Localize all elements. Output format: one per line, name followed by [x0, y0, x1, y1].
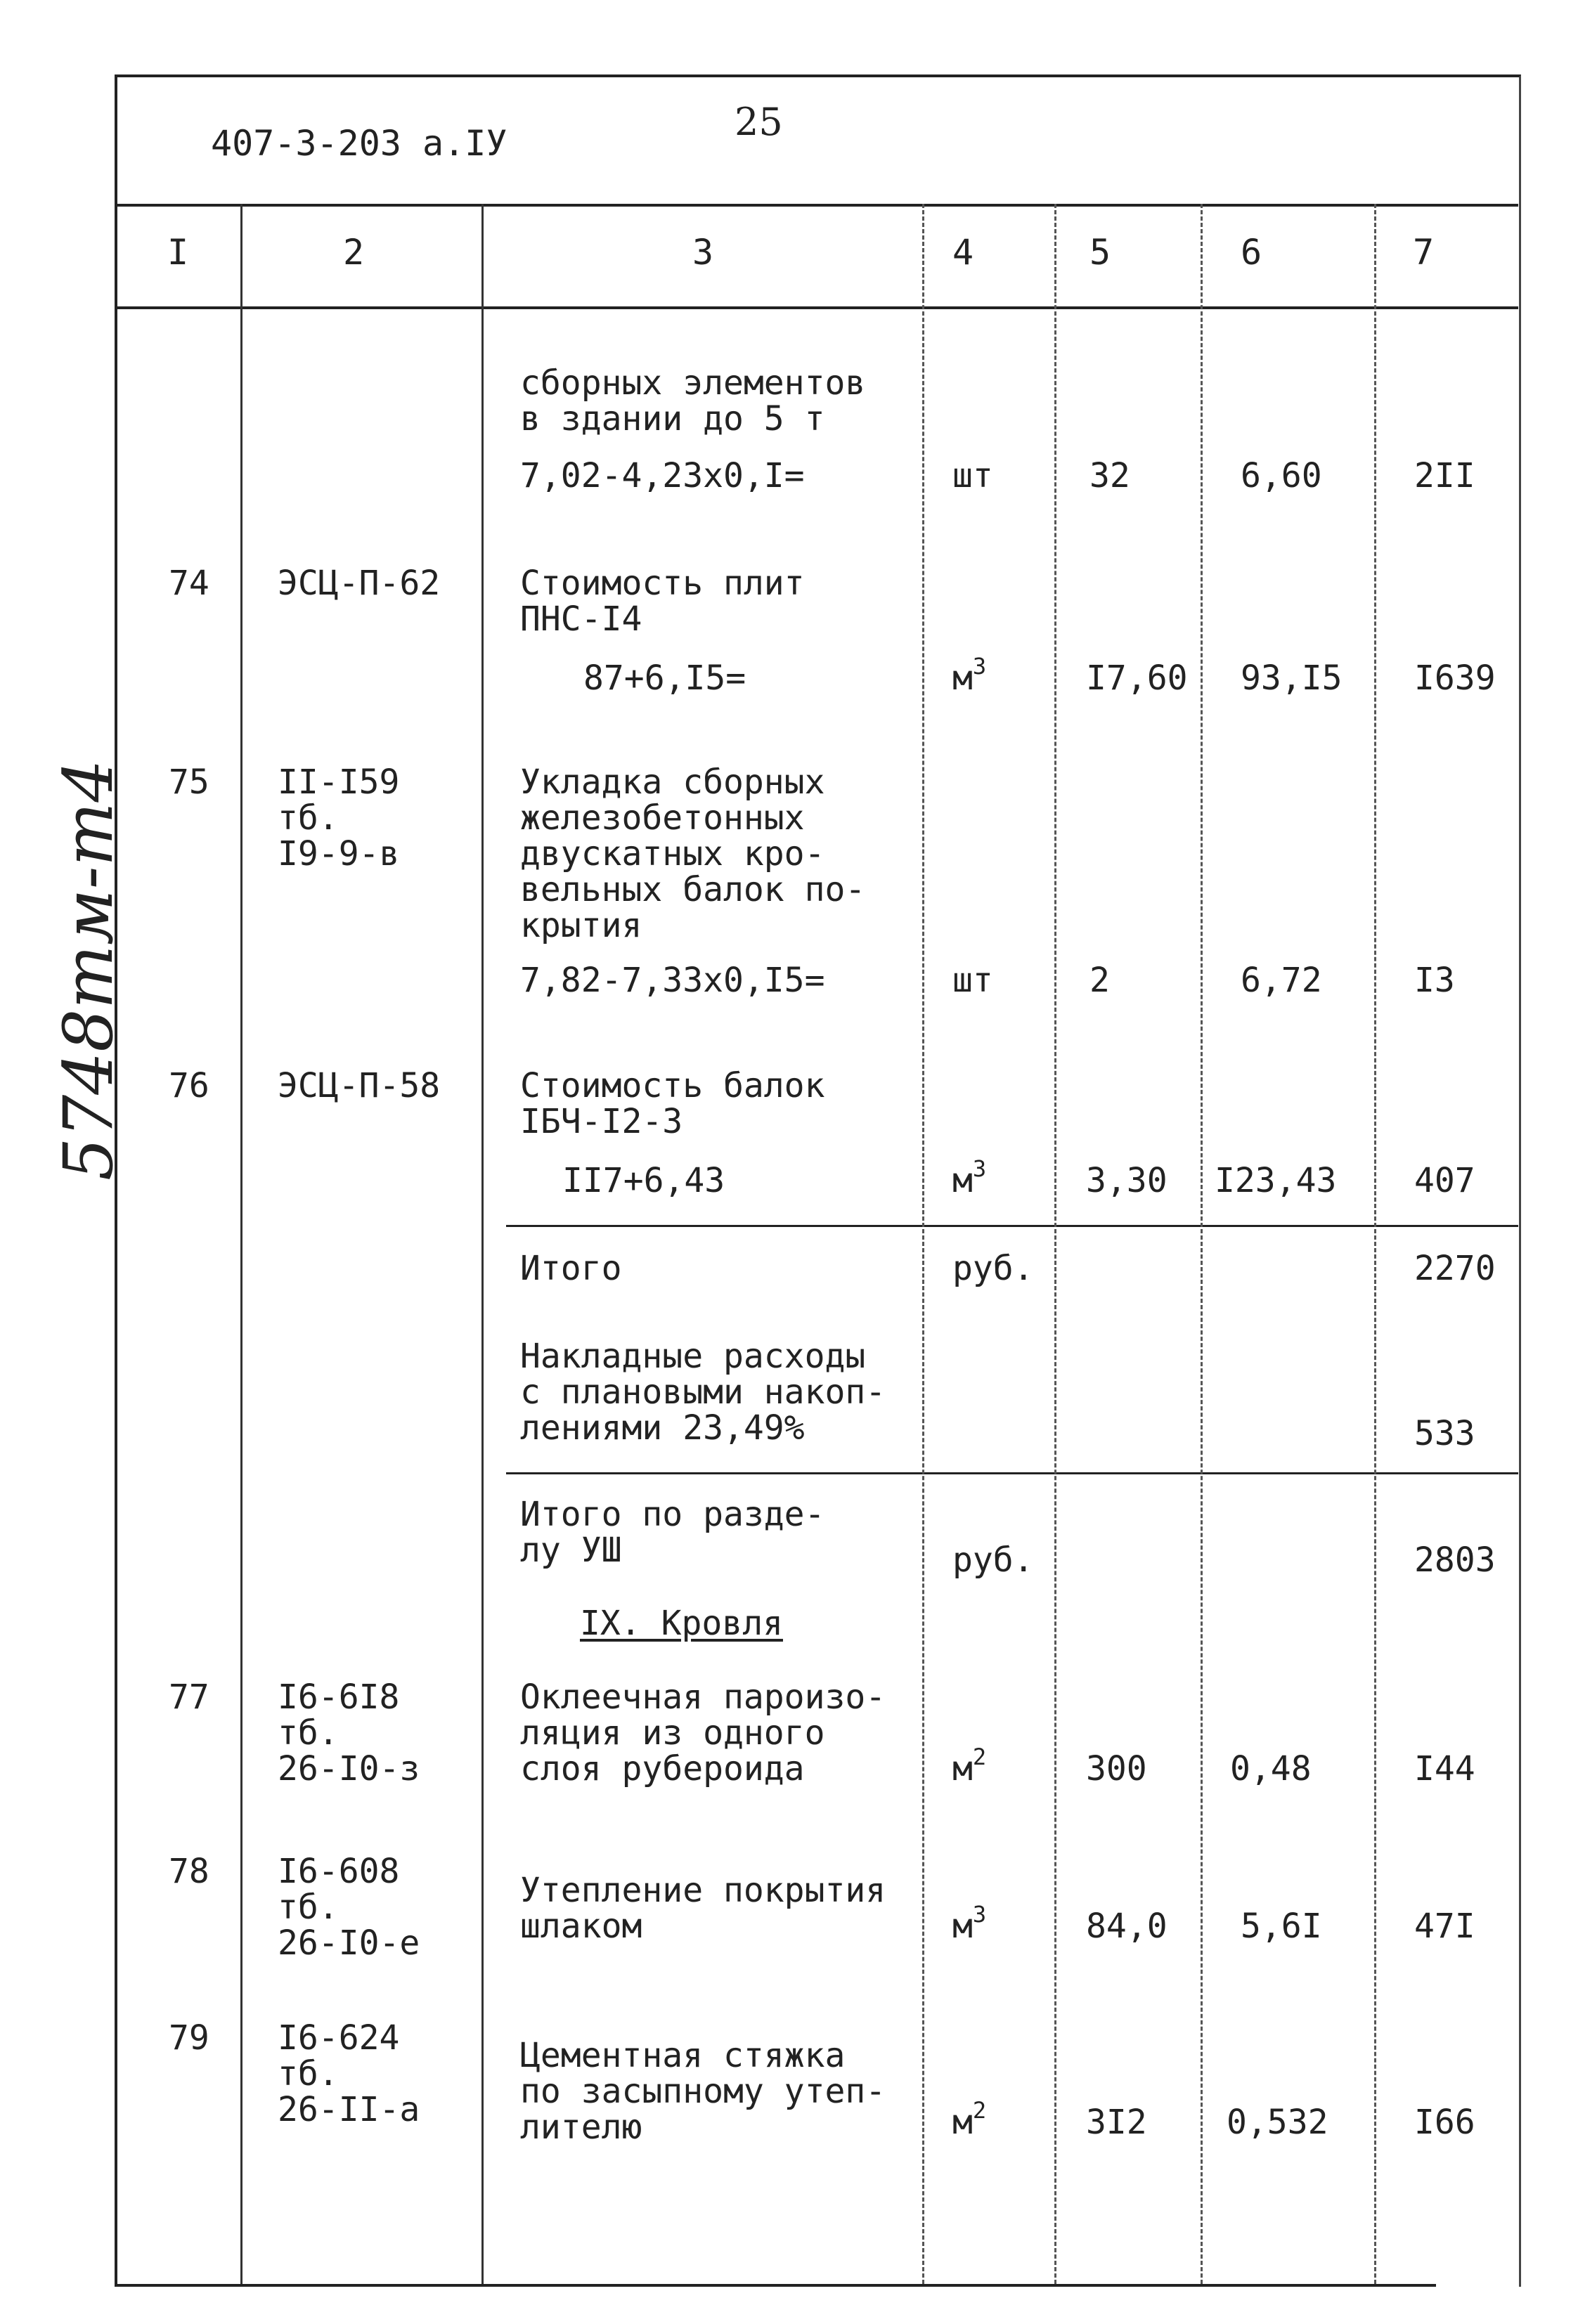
column-header-divider [115, 306, 1518, 309]
column-number: 4 [952, 232, 974, 273]
row-quantity: 84,0 [1086, 1907, 1168, 1946]
row-total: I3 [1414, 961, 1455, 1000]
col-divider-3 [922, 204, 924, 2284]
row-price: 0,532 [1227, 2103, 1328, 2142]
row-code: тб. [278, 2054, 339, 2093]
row-number: 78 [169, 1852, 209, 1891]
row-unit: $м^3$ [952, 1901, 987, 1946]
row-price: I23,43 [1215, 1161, 1337, 1200]
row-formula: II7+6,43 [562, 1161, 725, 1200]
row-description: крытия [520, 906, 642, 945]
overhead-label: с плановыми накоп- [520, 1372, 886, 1412]
row-description: Утепление покрытия [520, 1871, 886, 1910]
column-number: 6 [1241, 232, 1262, 273]
row-quantity: 300 [1086, 1749, 1147, 1789]
archive-code: 5748тм-т4 [49, 759, 128, 1181]
column-number: I [167, 232, 189, 273]
row-description: Оклеечная пароизо- [520, 1677, 886, 1717]
row-total: I66 [1414, 2103, 1475, 2142]
row-code: I6-6I8 [278, 1677, 400, 1717]
row-description: шлаком [520, 1907, 642, 1946]
row-code: 26-II-а [278, 2090, 420, 2129]
row-description: железобетонных [520, 798, 805, 838]
row-description: Стоимость балок [520, 1066, 825, 1105]
col-divider-6 [1374, 204, 1376, 2284]
row-price: 0,48 [1230, 1749, 1312, 1789]
subtotal-unit: руб. [952, 1249, 1034, 1288]
row-total: I44 [1414, 1749, 1475, 1789]
row-description: Цементная стяжка [520, 2036, 846, 2075]
row-code: 26-I0-з [278, 1749, 420, 1789]
row-quantity: 3I2 [1086, 2103, 1147, 2142]
row-description: Укладка сборных [520, 762, 825, 802]
section-total-unit: руб. [952, 1540, 1034, 1580]
row-description: в здании до 5 т [520, 399, 825, 439]
row-unit: шт [952, 961, 993, 1000]
overhead-divider [506, 1472, 1518, 1474]
row-code: ЭСЦ-П-58 [278, 1066, 441, 1105]
row-unit: $м^2$ [952, 1744, 987, 1789]
row-total: 2II [1414, 456, 1475, 495]
subtotal-value: 2270 [1414, 1249, 1496, 1288]
row-description: слоя рубероида [520, 1749, 805, 1789]
row-code: I6-608 [278, 1852, 400, 1891]
row-description: вельных балок по- [520, 870, 866, 909]
row-code: тб. [278, 1888, 339, 1927]
row-description: сборных элементов [520, 363, 866, 403]
row-code: 26-I0-е [278, 1923, 420, 1963]
section-total-value: 2803 [1414, 1540, 1496, 1580]
page-number: 25 [735, 100, 783, 144]
row-description: двускатных кро- [520, 834, 825, 874]
overhead-value: 533 [1414, 1414, 1475, 1453]
row-description: ляция из одного [520, 1713, 825, 1753]
row-quantity: 32 [1089, 456, 1130, 495]
row-quantity: I7,60 [1086, 658, 1188, 698]
row-unit: $м^3$ [952, 653, 987, 698]
row-unit: $м^2$ [952, 2097, 987, 2142]
row-price: 5,6I [1241, 1907, 1322, 1946]
row-code: I9-9-в [278, 834, 400, 874]
row-code: II-I59 [278, 762, 400, 802]
header-divider [115, 204, 1518, 207]
row-total: 407 [1414, 1161, 1475, 1200]
row-total: I639 [1414, 658, 1496, 698]
row-price: 6,60 [1241, 456, 1322, 495]
row-quantity: 2 [1089, 961, 1110, 1000]
overhead-label: лениями 23,49% [520, 1408, 805, 1448]
section-total-label: лу УШ [520, 1531, 622, 1570]
row-code: ЭСЦ-П-62 [278, 564, 441, 603]
row-total: 47I [1414, 1907, 1475, 1946]
row-quantity: 3,30 [1086, 1161, 1168, 1200]
col-divider-1 [240, 204, 242, 2284]
row-description: лителю [520, 2108, 642, 2147]
col-divider-4 [1054, 204, 1056, 2284]
row-description: IБЧ-I2-3 [520, 1102, 683, 1141]
column-number: 2 [343, 232, 365, 273]
row-number: 74 [169, 564, 209, 603]
row-description: Стоимость плит [520, 564, 805, 603]
row-formula: 87+6,I5= [583, 658, 746, 698]
row-price: 93,I5 [1241, 658, 1343, 698]
row-description: ПНС-I4 [520, 599, 642, 639]
row-description: по засыпному утеп- [520, 2072, 886, 2111]
row-number: 76 [169, 1066, 209, 1105]
row-formula: 7,02-4,23х0,I= [520, 456, 805, 495]
row-formula: 7,82-7,33х0,I5= [520, 961, 825, 1000]
col-divider-2 [481, 204, 484, 2284]
row-number: 79 [169, 2018, 209, 2058]
row-code: I6-624 [278, 2018, 400, 2058]
bottom-border [115, 2284, 1436, 2287]
row-unit: шт [952, 456, 993, 495]
document-code: 407-3-203 а.IУ [211, 123, 507, 164]
column-number: 5 [1089, 232, 1111, 273]
subtotal-label: Итого [520, 1249, 622, 1288]
row-code: тб. [278, 1713, 339, 1753]
subtotal-divider [506, 1225, 1518, 1227]
column-number: 7 [1413, 232, 1435, 273]
row-unit: $м^3$ [952, 1155, 987, 1200]
section-title: IX. Кровля [580, 1604, 783, 1643]
row-code: тб. [278, 798, 339, 838]
overhead-label: Накладные расходы [520, 1337, 866, 1376]
section-total-label: Итого по разде- [520, 1495, 825, 1534]
row-price: 6,72 [1241, 961, 1322, 1000]
col-divider-5 [1201, 204, 1203, 2284]
row-number: 77 [169, 1677, 209, 1717]
row-number: 75 [169, 762, 209, 802]
column-number: 3 [692, 232, 714, 273]
